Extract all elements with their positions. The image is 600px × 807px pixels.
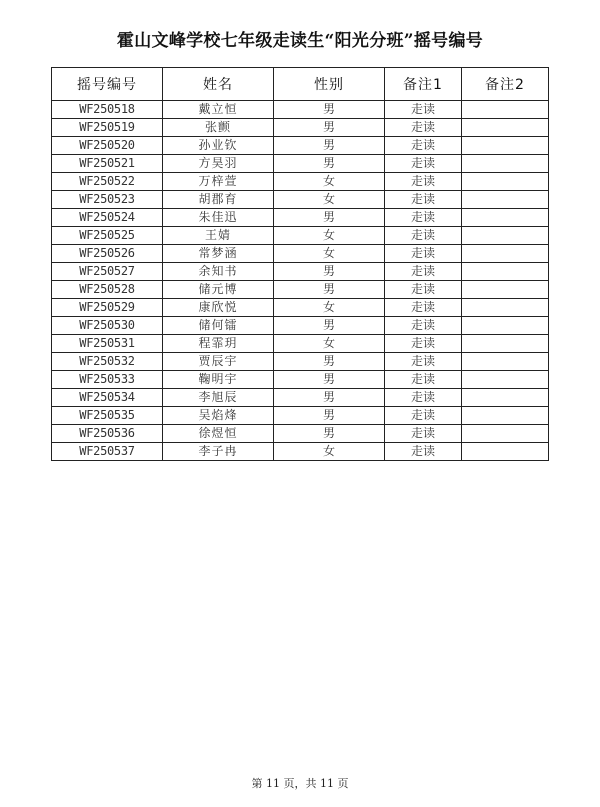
cell-lottery-number: WF250522 [52,173,163,191]
cell-remark-1: 走读 [385,137,462,155]
table-row [52,245,549,263]
cell-gender: 女 [274,443,385,461]
cell-lottery-number: WF250521 [52,155,163,173]
table-header-row [52,68,549,101]
cell-remark-2 [462,173,549,191]
cell-gender: 女 [274,227,385,245]
cell-remark-1: 走读 [385,371,462,389]
cell-remark-2 [462,227,549,245]
column-header-gender: 性别 [274,68,385,101]
cell-remark-1: 走读 [385,155,462,173]
table-row [52,209,549,227]
cell-gender: 女 [274,335,385,353]
cell-gender: 男 [274,281,385,299]
column-header-lottery-number: 摇号编号 [52,68,163,101]
cell-gender: 男 [274,101,385,119]
cell-lottery-number: WF250532 [52,353,163,371]
table-row [52,137,549,155]
cell-lottery-number: WF250524 [52,209,163,227]
cell-name: 储何镭 [163,317,274,335]
table-row [52,407,549,425]
cell-remark-1: 走读 [385,353,462,371]
table-row [52,227,549,245]
page-number-footer: 第 11 页，共 11 页 [251,777,349,790]
cell-remark-1: 走读 [385,443,462,461]
cell-gender: 男 [274,425,385,443]
table-row [52,371,549,389]
cell-remark-1: 走读 [385,119,462,137]
cell-lottery-number: WF250529 [52,299,163,317]
cell-name: 胡郡育 [163,191,274,209]
cell-lottery-number: WF250523 [52,191,163,209]
cell-lottery-number: WF250520 [52,137,163,155]
cell-remark-2 [462,245,549,263]
lottery-number-table [51,67,549,461]
table-row [52,353,549,371]
cell-name: 吴焰烽 [163,407,274,425]
cell-name: 朱佳迅 [163,209,274,227]
cell-lottery-number: WF250537 [52,443,163,461]
cell-remark-1: 走读 [385,425,462,443]
table-row [52,389,549,407]
cell-name: 徐煜恒 [163,425,274,443]
cell-remark-1: 走读 [385,227,462,245]
cell-lottery-number: WF250535 [52,407,163,425]
cell-remark-2 [462,263,549,281]
cell-name: 李旭辰 [163,389,274,407]
cell-lottery-number: WF250528 [52,281,163,299]
cell-gender: 女 [274,245,385,263]
cell-name: 王婧 [163,227,274,245]
cell-remark-1: 走读 [385,317,462,335]
cell-remark-2 [462,155,549,173]
cell-remark-1: 走读 [385,407,462,425]
table-row [52,263,549,281]
table-row [52,425,549,443]
table-body [52,101,549,461]
cell-name: 康欣悦 [163,299,274,317]
cell-name: 常梦涵 [163,245,274,263]
cell-lottery-number: WF250527 [52,263,163,281]
cell-gender: 男 [274,407,385,425]
cell-remark-2 [462,389,549,407]
cell-name: 鞠明宇 [163,371,274,389]
cell-remark-1: 走读 [385,281,462,299]
cell-name: 万梓萱 [163,173,274,191]
cell-remark-2 [462,407,549,425]
column-header-remark-1: 备注1 [385,68,462,101]
cell-remark-2 [462,281,549,299]
cell-gender: 男 [274,371,385,389]
cell-lottery-number: WF250533 [52,371,163,389]
cell-name: 张颤 [163,119,274,137]
cell-gender: 男 [274,263,385,281]
cell-gender: 男 [274,155,385,173]
cell-gender: 男 [274,119,385,137]
cell-remark-2 [462,119,549,137]
column-header-name: 姓名 [163,68,274,101]
table-row [52,281,549,299]
cell-gender: 男 [274,137,385,155]
cell-lottery-number: WF250518 [52,101,163,119]
cell-remark-1: 走读 [385,389,462,407]
cell-lottery-number: WF250531 [52,335,163,353]
cell-gender: 女 [274,191,385,209]
cell-gender: 男 [274,209,385,227]
cell-gender: 女 [274,299,385,317]
cell-remark-1: 走读 [385,101,462,119]
cell-remark-1: 走读 [385,191,462,209]
cell-remark-1: 走读 [385,209,462,227]
table-row [52,191,549,209]
cell-name: 李子冉 [163,443,274,461]
cell-remark-2 [462,191,549,209]
cell-remark-2 [462,317,549,335]
table-row [52,299,549,317]
cell-remark-1: 走读 [385,173,462,191]
table-row [52,335,549,353]
cell-remark-1: 走读 [385,245,462,263]
table-row [52,443,549,461]
table-row [52,317,549,335]
cell-remark-2 [462,137,549,155]
table-row [52,119,549,137]
cell-remark-2 [462,425,549,443]
cell-remark-2 [462,443,549,461]
cell-name: 孙业钦 [163,137,274,155]
page-title: 霍山文峰学校七年级走读生“阳光分班”摇号编号 [116,31,484,51]
cell-remark-2 [462,353,549,371]
cell-remark-2 [462,101,549,119]
cell-remark-2 [462,299,549,317]
cell-remark-1: 走读 [385,263,462,281]
table-row [52,155,549,173]
cell-gender: 男 [274,353,385,371]
cell-remark-2 [462,335,549,353]
cell-lottery-number: WF250536 [52,425,163,443]
cell-name: 贾辰宇 [163,353,274,371]
table-row [52,101,549,119]
cell-gender: 女 [274,173,385,191]
cell-lottery-number: WF250534 [52,389,163,407]
cell-remark-1: 走读 [385,299,462,317]
cell-gender: 男 [274,389,385,407]
cell-lottery-number: WF250526 [52,245,163,263]
cell-name: 余知书 [163,263,274,281]
cell-remark-1: 走读 [385,335,462,353]
cell-name: 储元博 [163,281,274,299]
cell-gender: 男 [274,317,385,335]
cell-name: 戴立恒 [163,101,274,119]
cell-name: 方昊羽 [163,155,274,173]
cell-lottery-number: WF250530 [52,317,163,335]
cell-name: 程霏玥 [163,335,274,353]
cell-lottery-number: WF250525 [52,227,163,245]
column-header-remark-2: 备注2 [462,68,549,101]
cell-remark-2 [462,209,549,227]
cell-lottery-number: WF250519 [52,119,163,137]
cell-remark-2 [462,371,549,389]
table-row [52,173,549,191]
